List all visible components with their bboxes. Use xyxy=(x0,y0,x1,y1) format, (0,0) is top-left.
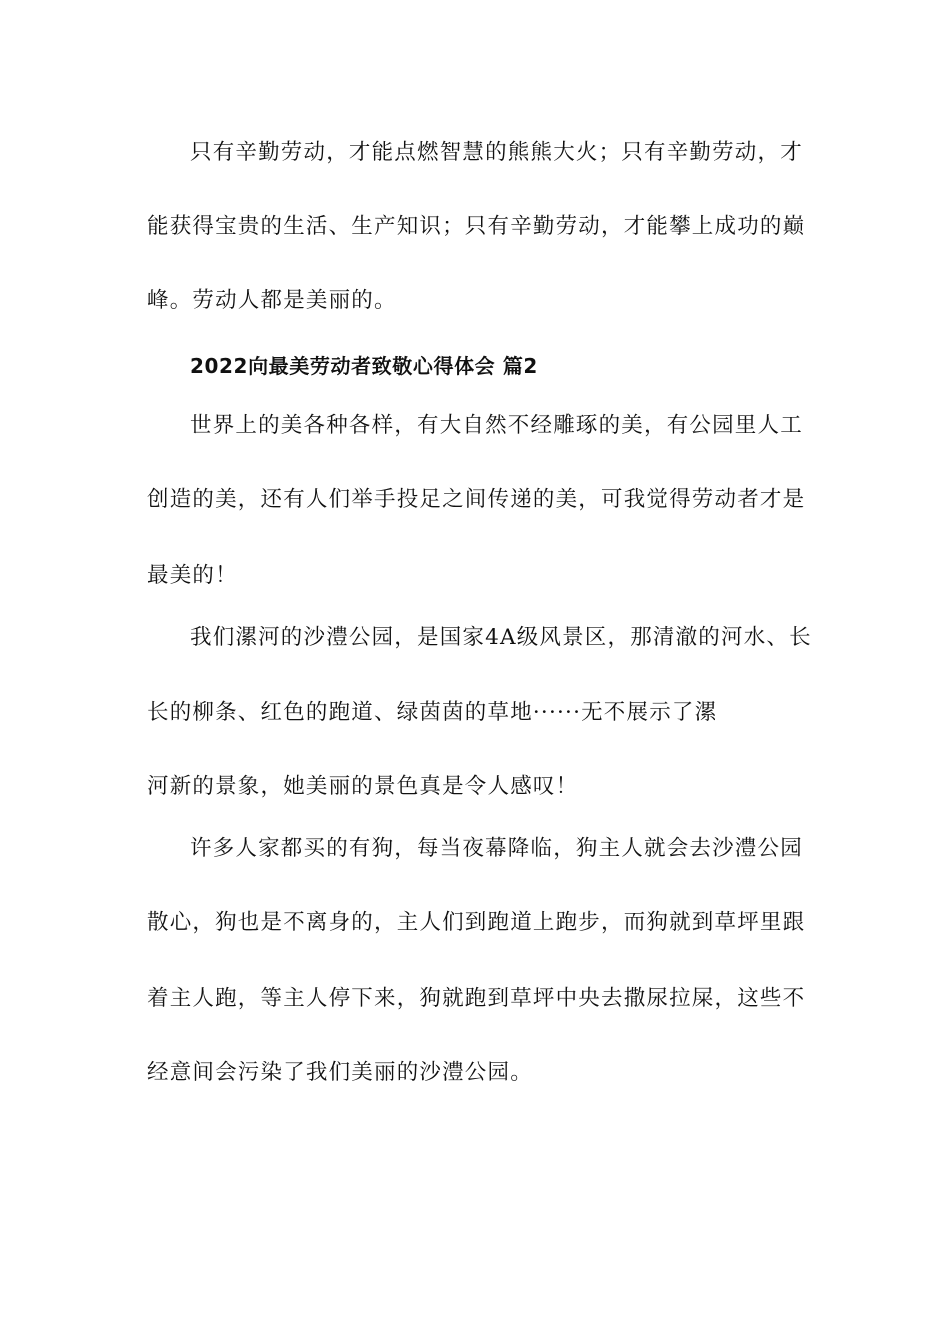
paragraph-2-line-3: 最美的！ xyxy=(147,563,238,588)
paragraph-2-line-2: 创造的美，还有人们举手投足之间传递的美，可我觉得劳动者才是 xyxy=(147,487,806,512)
paragraph-4-line-1: 许多人家都买的有狗，每当夜幕降临，狗主人就会去沙澧公园 xyxy=(190,836,803,861)
paragraph-4-line-3: 着主人跑，等主人停下来，狗就跑到草坪中央去撒尿拉屎，这些不 xyxy=(147,986,806,1011)
paragraph-3-line-3: 河新的景象，她美丽的景色真是令人感叹！ xyxy=(147,774,579,799)
paragraph-4-line-2: 散心，狗也是不离身的，主人们到跑道上跑步，而狗就到草坪里跟 xyxy=(147,910,806,935)
paragraph-1-line-1: 只有辛勤劳动，才能点燃智慧的熊熊大火；只有辛勤劳动，才 xyxy=(190,140,803,165)
paragraph-1-line-3: 峰。劳动人都是美丽的。 xyxy=(147,288,397,313)
paragraph-1-line-2: 能获得宝贵的生活、生产知识；只有辛勤劳动，才能攀上成功的巅 xyxy=(147,214,806,239)
paragraph-3-line-2: 长的柳条、红色的跑道、绿茵茵的草地······无不展示了漯 xyxy=(147,700,718,725)
paragraph-4-line-4: 经意间会污染了我们美丽的沙澧公园。 xyxy=(147,1060,533,1085)
paragraph-3-line-1: 我们漯河的沙澧公园，是国家4A级风景区，那清澈的河水、长 xyxy=(190,625,812,650)
paragraph-2-line-1: 世界上的美各种各样，有大自然不经雕琢的美，有公园里人工 xyxy=(190,413,803,438)
section-heading: 2022向最美劳动者致敬心得体会 篇2 xyxy=(190,354,538,378)
